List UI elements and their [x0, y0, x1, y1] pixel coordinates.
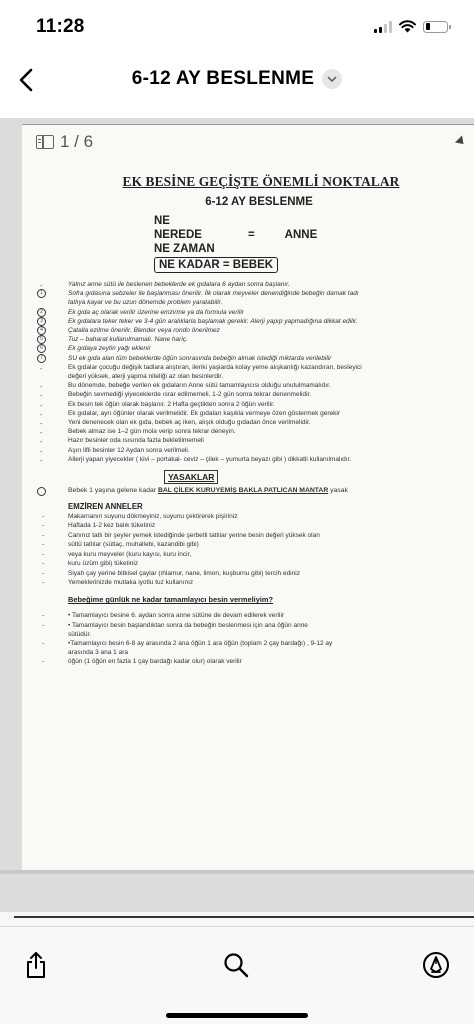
list-item: 4 Çatalla ezilme önerilir. Blender veya rondo önerilmez — [36, 326, 462, 335]
search-button[interactable] — [216, 945, 256, 985]
list-item: - Allerji yapan yiyecekler ( kivi – portakal- ceviz – çilek – yumurta beyazı gibi ) dikkatli kullanılmalıdır. — [40, 455, 352, 465]
list-item: sütüdür. — [68, 630, 92, 638]
cellular-signal-icon — [374, 21, 392, 33]
list-item: değeri yüksek, alerji yapma niteliği az olan besinlerdir. — [68, 373, 223, 381]
emziren-title: EMZİREN ANNELER — [68, 502, 143, 512]
list-item: - • Tamamlayıcı besine 6. aydan sonra anne sütüne de devam edilerek verilir — [42, 612, 285, 620]
list-item: - Yemeklerinizde mutlaka iyotlu tuz kullanınız — [68, 578, 462, 587]
doc-subheading: 6-12 AY BESLENME — [205, 196, 313, 208]
markup-icon — [422, 951, 450, 979]
sidebar-icon — [36, 135, 54, 149]
question-ne-kadar: NE KADAR = BEBEK — [154, 257, 278, 273]
list-item: - Bebek almaz ise 1–2 gün mola verip sonra tekrar deneyin. — [40, 428, 236, 438]
status-time: 11:28 — [36, 16, 85, 37]
navigation-bar — [0, 54, 474, 110]
daily-amount-list — [42, 611, 462, 666]
yasaklar-title: YASAKLAR — [164, 470, 218, 484]
forbidden-foods-line: Bebek 1 yaşına gelene kadar BAL ÇİLEK KURUYEMİŞ BAKLA PATLICAN MANTAR yasak — [36, 487, 462, 494]
next-page-preview[interactable] — [0, 912, 474, 926]
equals-sign: = — [247, 229, 255, 241]
list-item: - öğün (1 öğün en fazla 1 çay bardağı kadar olur) olarak verilir — [42, 658, 242, 666]
list-item: - • Tamamlayıcı besin başlandıktan sonra da bebeğin beslenmesi için ana öğün anne — [42, 621, 308, 629]
doc-heading: EK BESİNE GEÇİŞTE ÖNEMLİ NOKTALAR — [122, 174, 400, 189]
share-button[interactable] — [16, 945, 56, 985]
list-item: - Canınız tatlı bir şeyler yemek istediğinde şerbetli tatlılar yerine besin değeri yüksek olan — [68, 531, 462, 540]
forbidden-foods: BAL ÇİLEK KURUYEMİŞ BAKLA PATLICAN MANTAR — [157, 487, 329, 495]
list-item: - Yalnız anne sütü ile beslenen bebeklerde ek gıdalara 6 aydan sonra başlanır. — [40, 281, 290, 290]
emziren-list — [68, 512, 462, 587]
list-item: - Yeni denenecek olan ek gıda, bebek aç iken, alışık olduğu gıdadan önce verilmelidir. — [40, 419, 311, 429]
list-item: - Siyah çay yerine bitkisel çaylar (ıhlamur, nane, limon, kuşburnu gibi) tercih ediniz — [68, 569, 462, 578]
list-item: 1 Sofra gıdasına sebzeler ile başlanması önerilir. İlk olarak meyveler denendiğinde bebeğin damak tadı — [36, 289, 462, 298]
list-item: - Bebeğin sevmediği yiyeceklerde ısrar edilmemeli, 1-2 gün sonra tekrar denenmelidir. — [40, 391, 312, 401]
question-block — [154, 214, 462, 273]
list-item: - Ek besin tek öğün olarak başlanır. 2 Hafta geçtikten sonra 2 öğün verilir. — [40, 400, 275, 410]
home-indicator — [166, 1013, 308, 1018]
list-item: tatlıya kayar ve bu uzun dönemde problem yaratabilir. — [68, 299, 223, 307]
document-content — [36, 174, 462, 667]
list-item: 2 Ek gıda aç olarak verilir üzerine emzirme ya da formula verilir — [36, 308, 462, 317]
title-dropdown-button[interactable] — [322, 69, 342, 89]
list-item: - Hazır besinler oda ısısında fazla bekletilmemeli — [40, 437, 204, 447]
list-item: 6 Ek gıdaya zeytin yağı eklenir — [36, 344, 462, 353]
status-icons — [374, 20, 448, 33]
list-item: - Bu dönemde, bebeğe verilen ek gıdaların Anne sütü tamamlayıcısı olduğu unutulmamalıdır. — [40, 382, 331, 392]
list-item: - kuru üzüm gibi) tüketiniz — [68, 559, 462, 568]
title-menu[interactable] — [0, 68, 474, 90]
list-item: - Ek gıdalar, ayrı öğünler olarak verilmelidir. Ek gıdaları kaşıkla vermeye özen göstermek gerekir — [40, 409, 341, 419]
list-item: - Ek gıdalar çocuğu değişik tadlara alıştıran, ileriki yaşlarda kolay yeme alışkanlığı kazandıran, besleyici — [40, 363, 362, 373]
list-item: arasında 3 ana 1 ara — [68, 649, 128, 657]
list-item: 5 Tuz – baharat kullanılmamalı. Nane hariç. — [36, 335, 462, 344]
share-icon — [24, 951, 48, 979]
list-item: - •Tamamlayıcı besin 6-8 ay arasında 2 ana öğün 1 ara öğün (toplam 2 çay bardağı) , 9-12 ay — [42, 639, 333, 647]
markup-button[interactable] — [416, 945, 456, 985]
page-count: 1 / 6 — [60, 132, 94, 151]
page-indicator[interactable] — [36, 132, 93, 152]
list-item: - Makarnanın suyunu dökmeyiniz, suyunu çektirerek pişiriniz — [68, 512, 462, 521]
status-bar — [0, 0, 474, 54]
daily-amount-question: Bebeğime günlük ne kadar tamamlayıcı besin vermeliyim? — [68, 595, 273, 605]
list-item: - Aşırı lifli besinler 12 Aydan sonra verilmeli. — [40, 446, 190, 456]
bottom-toolbar — [0, 926, 474, 1024]
list-item: - Haftada 1-2 kez balık tüketiniz — [68, 521, 462, 530]
document-viewer[interactable] — [0, 118, 474, 926]
list-item: 7 SU ek gıda alan tüm bebeklerde öğün sonrasında bebeğin almak istediği miktarda verilebilir — [36, 354, 462, 363]
question-ne: NE — [154, 215, 170, 227]
list-item: 3 Ek gıdalara teker teker ve 3-4 gün aralıklarla başlamak gerekir. Alerji yapıp yapmadığına dikkat edilir. — [36, 317, 462, 326]
battery-icon — [423, 21, 448, 33]
document-title: 6-12 AY BESLENME — [131, 68, 315, 89]
wifi-icon — [399, 20, 416, 33]
list-item: - veya kuru meyveler (kuru kayısı, kuru incir, — [68, 550, 462, 559]
list-item: - sütlü tatlılar (sütlaç, muhallebi, kazandibi gibi) — [68, 540, 462, 549]
search-icon — [223, 952, 249, 978]
answer-anne: ANNE — [284, 229, 318, 241]
chevron-down-icon — [327, 76, 337, 83]
question-ne-zaman: NE ZAMAN — [154, 243, 215, 255]
question-nerede: NEREDE — [154, 229, 202, 241]
tips-list — [36, 280, 462, 464]
